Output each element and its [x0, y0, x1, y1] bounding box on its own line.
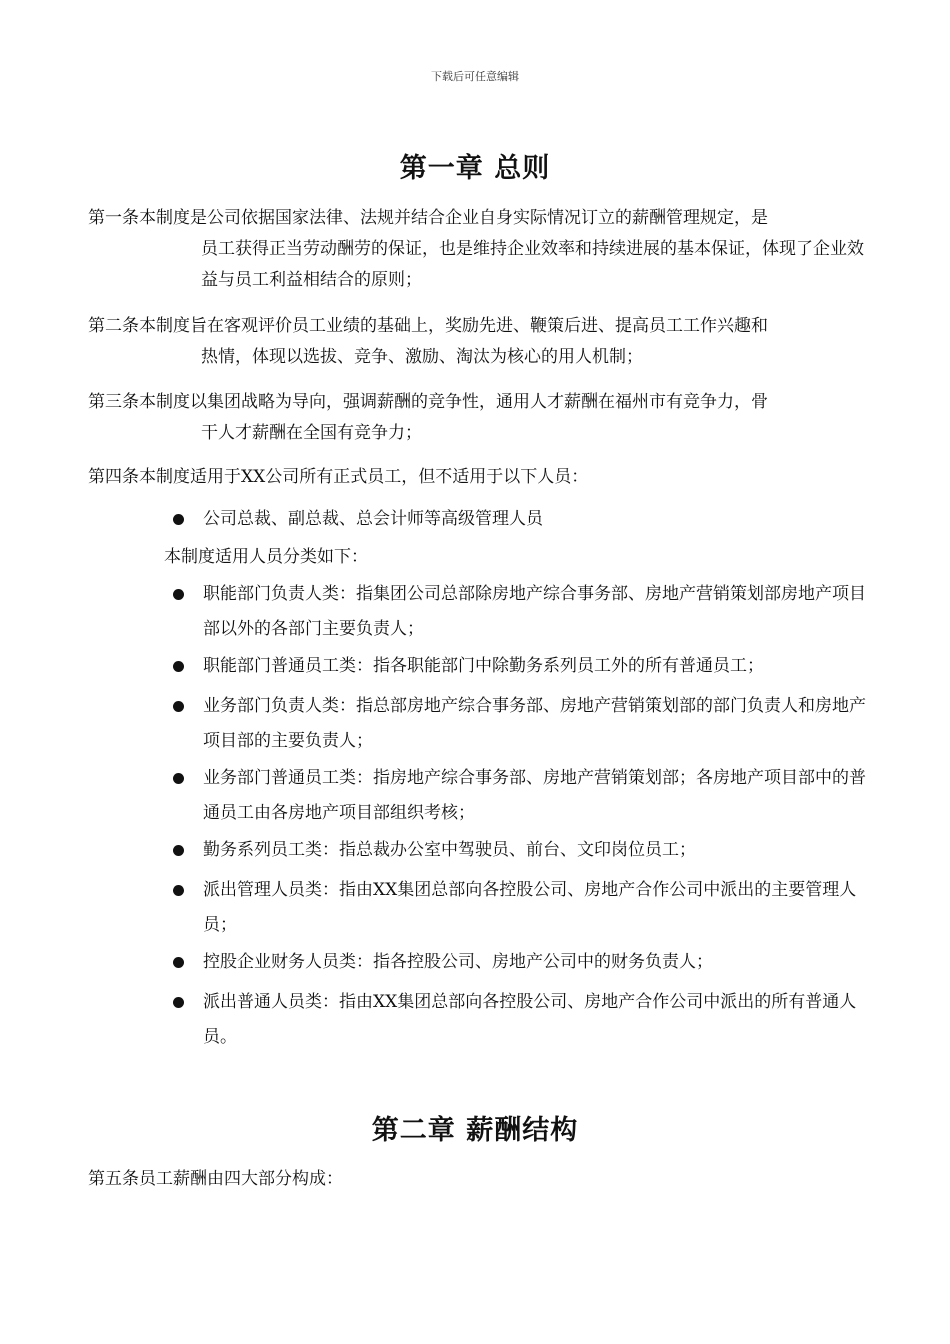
bullet-dot — [173, 845, 184, 856]
article-1-continuation: 员工获得正当劳动酬劳的保证，也是维持企业效率和持续进展的基本保证，体现了企业效益与员工利益相结合的原则； — [201, 239, 864, 290]
bullet-dot — [173, 997, 184, 1008]
bullet-dot — [173, 885, 184, 896]
chapter-2-title: 第二章 薪酬结构 — [371, 1115, 579, 1146]
bullet-dot — [173, 957, 184, 968]
category-item: 职能部门普通员工类：指各职能部门中除勤务系列员工外的所有普通员工； — [203, 656, 764, 676]
category-item: 职能部门负责人类：指集团公司总部除房地产综合事务部、房地产营销策划部房地产项目部以外的各部门主要负责人； — [203, 584, 866, 639]
page-header: 下载后可任意编辑 — [431, 70, 519, 83]
article-4: 第四条本制度适用于XX公司所有正式员工，但不适用于以下人员： — [88, 467, 589, 487]
article-2 — [88, 311, 868, 373]
category-item: 勤务系列员工类：指总裁办公室中驾驶员、前台、文印岗位员工； — [203, 840, 696, 860]
article-2-continuation: 热情，体现以选拔、竞争、激励、淘汰为核心的用人机制； — [201, 347, 643, 367]
category-item: 控股企业财务人员类：指各控股公司、房地产公司中的财务负责人； — [203, 952, 713, 972]
article-1-first-line: 第一条本制度是公司依据国家法律、法规并结合企业自身实际情况订立的薪酬管理规定，是 — [88, 208, 768, 228]
article-3-continuation: 干人才薪酬在全国有竞争力； — [201, 423, 422, 443]
article-3-first-line: 第三条本制度以集团战略为导向，强调薪酬的竞争性，通用人才薪酬在福州市有竞争力，骨 — [88, 392, 768, 412]
category-item: 派出管理人员类：指由XX集团总部向各控股公司、房地产合作公司中派出的主要管理人员； — [203, 880, 857, 935]
article-1 — [88, 203, 868, 296]
bullet-dot — [173, 773, 184, 784]
article-5: 第五条员工薪酬由四大部分构成： — [88, 1169, 343, 1189]
bullet-dot — [173, 661, 184, 672]
excluded-item: 公司总裁、副总裁、总会计师等高级管理人员 — [203, 509, 543, 529]
article-3 — [88, 387, 868, 449]
bullet-dot — [173, 514, 184, 525]
bullet-dot — [173, 589, 184, 600]
category-item: 派出普通人员类：指由XX集团总部向各控股公司、房地产合作公司中派出的所有普通人员。 — [203, 992, 857, 1047]
article-2-first-line: 第二条本制度旨在客观评价员工业绩的基础上，奖励先进、鞭策后进、提高员工工作兴趣和 — [88, 316, 768, 336]
bullet-dot — [173, 701, 184, 712]
category-item: 业务部门负责人类：指总部房地产综合事务部、房地产营销策划部的部门负责人和房地产项目部的主要负责人； — [203, 696, 866, 751]
classification-intro: 本制度适用人员分类如下： — [164, 547, 368, 567]
category-item: 业务部门普通员工类：指房地产综合事务部、房地产营销策划部；各房地产项目部中的普通员工由各房地产项目部组织考核； — [203, 768, 866, 823]
chapter-1-title: 第一章 总则 — [399, 153, 551, 184]
